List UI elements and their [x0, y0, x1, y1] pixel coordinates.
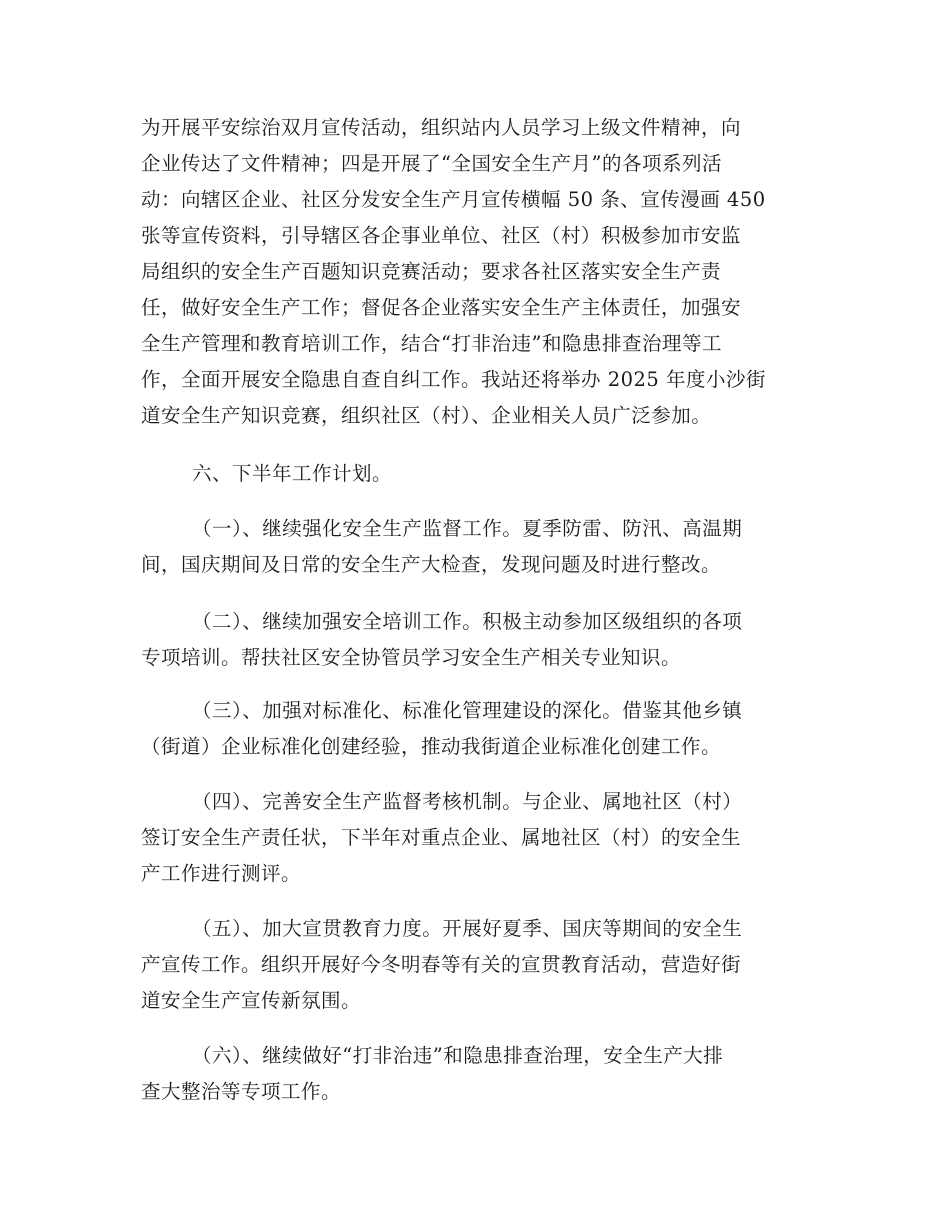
paragraph-line: 张等宣传资料，引导辖区各企事业单位、社区（村）积极参加市安监 [141, 224, 742, 247]
paragraph-line: （一）、继续强化安全生产监督工作。夏季防雷、防汛、高温期 [192, 517, 743, 540]
paragraph-line: （四）、完善安全生产监督考核机制。与企业、属地社区（村） [192, 790, 743, 813]
paragraph-line: （二）、继续加强安全培训工作。积极主动参加区级组织的各项 [192, 610, 743, 633]
paragraph-line: 企业传达了文件精神；四是开展了“全国安全生产月”的各项系列活 [141, 152, 722, 175]
paragraph-line: 专项培训。帮扶社区安全协管员学习安全生产相关专业知识。 [141, 646, 682, 669]
paragraph-line: 签订安全生产责任状，下半年对重点企业、属地社区（村）的安全生 [141, 826, 742, 849]
paragraph-line: （六）、继续做好“打非治违”和隐患排查治理，安全生产大排 [192, 1044, 724, 1067]
paragraph-line: 动：向辖区企业、社区分发安全生产月宣传横幅 50 条、宣传漫画 450 [141, 188, 766, 211]
section-heading: 六、下半年工作计划。 [192, 462, 393, 485]
paragraph-line: 为开展平安综治双月宣传活动，组织站内人员学习上级文件精神，向 [141, 116, 742, 139]
paragraph-line: 全生产管理和教育培训工作，结合“打非治违”和隐患排查治理等工 [141, 332, 722, 355]
paragraph-line: 产工作进行测评。 [141, 862, 302, 885]
paragraph-line: 作，全面开展安全隐患自查自纠工作。我站还将举办 2025 年度小沙街 [141, 368, 767, 391]
paragraph-line: 道安全生产宣传新氛围。 [141, 989, 362, 1012]
paragraph-line: 产宣传工作。组织开展好今冬明春等有关的宣贯教育活动，营造好街 [141, 953, 742, 976]
paragraph-line: （五）、加大宣贯教育力度。开展好夏季、国庆等期间的安全生 [192, 917, 743, 940]
paragraph-line: （三）、加强对标准化、标准化管理建设的深化。借鉴其他乡镇 [192, 699, 743, 722]
paragraph-line: 局组织的安全生产百题知识竞赛活动；要求各社区落实安全生产责 [141, 260, 722, 283]
paragraph-line: 查大整治等专项工作。 [141, 1080, 342, 1103]
paragraph-line: （街道）企业标准化创建经验，推动我街道企业标准化创建工作。 [141, 735, 722, 758]
paragraph-line: 任，做好安全生产工作；督促各企业落实安全生产主体责任，加强安 [141, 296, 742, 319]
paragraph-line: 间，国庆期间及日常的安全生产大检查，发现问题及时进行整改。 [141, 553, 722, 576]
paragraph-line: 道安全生产知识竞赛，组织社区（村）、企业相关人员广泛参加。 [141, 404, 712, 427]
